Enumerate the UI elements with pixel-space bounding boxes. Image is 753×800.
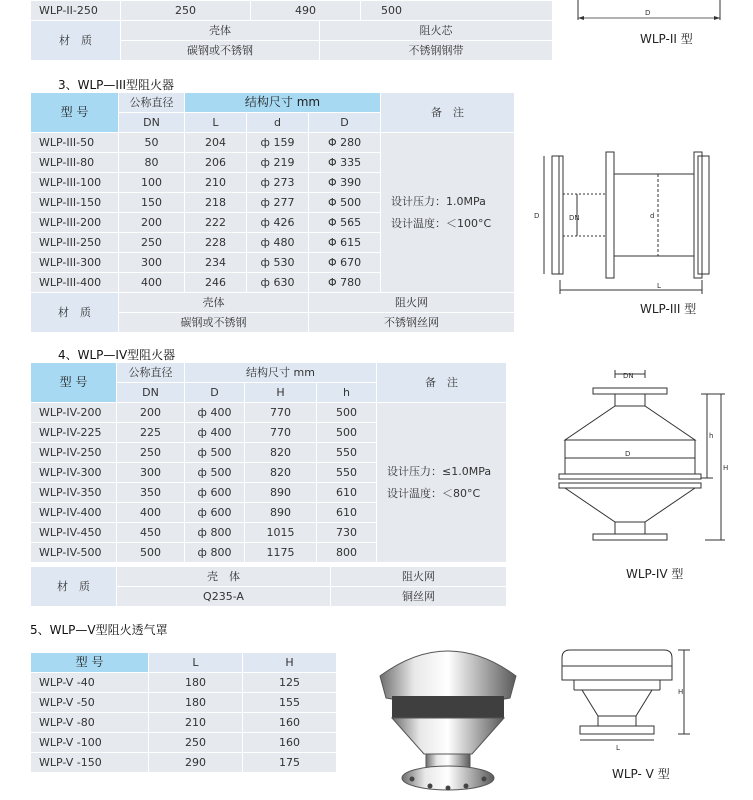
design-temperature: 设计温度：＜80°C	[387, 486, 481, 500]
svg-text:DN: DN	[623, 372, 634, 380]
table-cell: 490	[251, 1, 361, 21]
table-wlp-iv-material	[30, 566, 507, 607]
wlp-iv-drawing	[545, 366, 735, 566]
material-label: 材 质	[31, 567, 117, 607]
header-l: L	[149, 653, 243, 673]
header-note: 备 注	[377, 363, 507, 403]
table-row: WLP-III-400 400 246 ф 630 Φ 780	[31, 273, 515, 293]
subheader: DN	[119, 113, 185, 133]
table-row: WLP-IV-300 300 ф 500 820 550	[31, 463, 507, 483]
table-row: WLP-IV-350 350 ф 600 890 610	[31, 483, 507, 503]
subheader: d	[247, 113, 309, 133]
table-row: WLP-V -40 180 125	[31, 673, 337, 693]
header-h: H	[243, 653, 337, 673]
figure-caption: WLP-II 型	[640, 32, 693, 46]
table-row: WLP-IV-450 450 ф 800 1015 730	[31, 523, 507, 543]
svg-text:D: D	[625, 450, 631, 458]
figure-caption: WLP- V 型	[612, 767, 670, 781]
design-notes	[377, 403, 507, 563]
table-cell: 壳体	[119, 293, 309, 313]
header-dn: 公称直径	[117, 363, 185, 383]
svg-text:H: H	[723, 464, 729, 472]
table-row: WLP-V -80 210 160	[31, 713, 337, 733]
wlp-v-drawing	[552, 640, 702, 760]
table-cell: 壳 体	[117, 567, 331, 587]
table-row: WLP-III-250 250 228 ф 480 Φ 615	[31, 233, 515, 253]
material-label: 材 质	[31, 293, 119, 333]
table-cell: 不锈钢钢带	[320, 41, 553, 61]
table-cell: WLP-II-250	[31, 1, 121, 21]
header-note: 备 注	[381, 93, 515, 133]
table-cell: 阻火网	[331, 567, 507, 587]
table-row: WLP-IV-400 400 ф 600 890 610	[31, 503, 507, 523]
svg-text:h: h	[709, 432, 714, 440]
design-temperature: 设计温度：＜100°C	[391, 216, 492, 230]
header-model: 型 号	[31, 653, 149, 673]
table-wlp-iv	[30, 362, 507, 563]
table-cell: 500	[361, 1, 553, 21]
figure-caption: WLP-III 型	[640, 302, 697, 316]
section-heading: 5、WLP—V型阻火透气罩	[30, 623, 168, 637]
wlp-ii-drawing	[570, 0, 730, 30]
table-cell: 250	[121, 1, 251, 21]
svg-text:L: L	[657, 282, 661, 290]
header-model: 型 号	[31, 363, 117, 403]
design-notes	[381, 133, 515, 293]
subheader: DN	[117, 383, 185, 403]
subheader: h	[317, 383, 377, 403]
table-cell: Q235-A	[117, 587, 331, 607]
table-row: WLP-IV-225 225 ф 400 770 500	[31, 423, 507, 443]
svg-text:DN: DN	[569, 214, 580, 222]
table-row: WLP-IV-250 250 ф 500 820 550	[31, 443, 507, 463]
flame-arrester-vent-cap-photo	[368, 636, 528, 796]
table-wlp-v	[30, 652, 337, 773]
svg-text:D: D	[534, 212, 540, 220]
wlp-iii-drawing	[532, 148, 732, 298]
table-row: WLP-III-150 150 218 ф 277 Φ 500	[31, 193, 515, 213]
table-row: WLP-V -50 180 155	[31, 693, 337, 713]
table-cell: 阻火芯	[320, 21, 553, 41]
table-cell: 碳钢或不锈钢	[121, 41, 320, 61]
header-dn: 公称直径	[119, 93, 185, 113]
table-row: WLP-III-50 50 204 ф 159 Φ 280 设计压力：1.0MPa 设计温度：＜100°C	[31, 133, 515, 153]
table-wlp-ii-material	[30, 20, 553, 61]
table-cell: 壳体	[121, 21, 320, 41]
subheader: L	[185, 113, 247, 133]
design-pressure: 设计压力：1.0MPa	[391, 194, 486, 208]
table-cell: 不锈钢丝网	[309, 313, 515, 333]
svg-text:d: d	[650, 212, 655, 220]
section-heading: 4、WLP—IV型阻火器	[58, 348, 176, 362]
svg-text:H: H	[678, 688, 684, 696]
header-dims: 结构尺寸 mm	[185, 93, 381, 113]
table-cell: 阻火网	[309, 293, 515, 313]
table-row: WLP-V -100 250 160	[31, 733, 337, 753]
table-row: WLP-III-300 300 234 ф 530 Φ 670	[31, 253, 515, 273]
table-cell: 铜丝网	[331, 587, 507, 607]
table-row: WLP-III-200 200 222 ф 426 Φ 565	[31, 213, 515, 233]
table-row: WLP-III-80 80 206 ф 219 Φ 335	[31, 153, 515, 173]
table-row: WLP-V -150 290 175	[31, 753, 337, 773]
section-heading: 3、WLP—III型阻火器	[58, 78, 175, 92]
svg-text:L: L	[616, 744, 620, 752]
figure-caption: WLP-IV 型	[626, 567, 684, 581]
table-row: WLP-IV-500 500 ф 800 1175 800	[31, 543, 507, 563]
table-wlp-ii-fragment	[30, 0, 553, 21]
header-dims: 结构尺寸 mm	[185, 363, 377, 383]
table-wlp-iii	[30, 92, 515, 293]
subheader: D	[309, 113, 381, 133]
subheader: D	[185, 383, 245, 403]
subheader: H	[245, 383, 317, 403]
table-row: WLP-IV-200 200 ф 400 770 500 设计压力：≤1.0MPa 设计温度：＜80°C	[31, 403, 507, 423]
table-row: WLP-III-100 100 210 ф 273 Φ 390	[31, 173, 515, 193]
table-wlp-iii-material	[30, 292, 515, 333]
header-model: 型 号	[31, 93, 119, 133]
material-label: 材 质	[31, 21, 121, 61]
design-pressure: 设计压力：≤1.0MPa	[387, 464, 492, 478]
dim-label: D	[645, 9, 651, 17]
table-cell: 碳钢或不锈钢	[119, 313, 309, 333]
